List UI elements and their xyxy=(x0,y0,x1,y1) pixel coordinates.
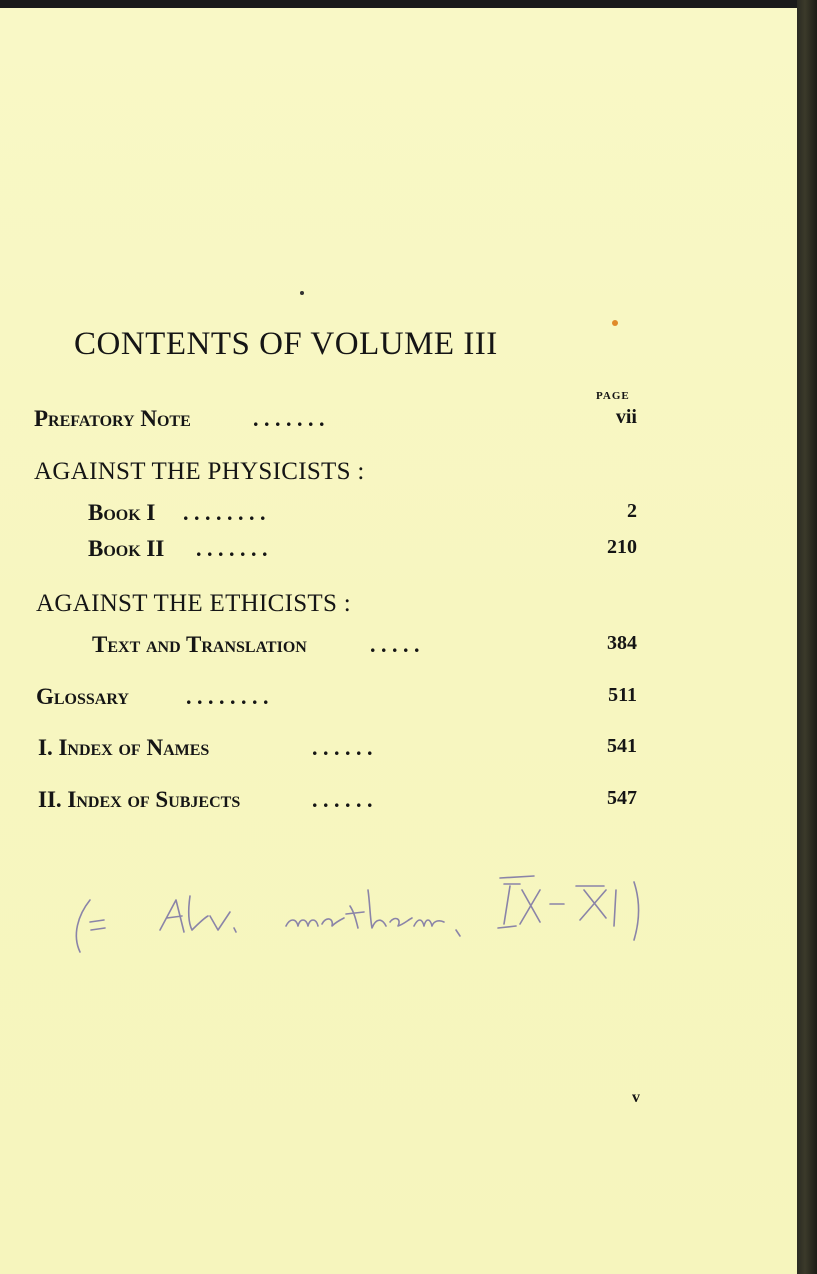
toc-entry-glossary[interactable] xyxy=(0,684,797,714)
toc-entry-page: 384 xyxy=(607,632,637,654)
toc-entry-index-of-names[interactable] xyxy=(0,735,797,765)
toc-entry-prefatory-note[interactable] xyxy=(0,406,797,436)
toc-entry-label: Book II xyxy=(88,536,165,561)
book-page xyxy=(0,8,797,1274)
book-spine-edge xyxy=(797,0,817,1274)
toc-entry-page: 547 xyxy=(607,787,637,809)
leader-dots: . . . . . . xyxy=(312,735,373,760)
leader-dots: . . . . . . . . xyxy=(186,684,269,709)
toc-entry-label: Book I xyxy=(88,500,156,525)
toc-entry-page: vii xyxy=(615,406,637,428)
contents-title: CONTENTS OF VOLUME III xyxy=(74,326,498,362)
toc-entry-page: 511 xyxy=(608,684,637,706)
toc-entry-label: II. Index of Subjects xyxy=(38,787,241,812)
leader-dots: . . . . . . xyxy=(312,787,373,812)
toc-entry-label: Prefatory Note xyxy=(34,406,191,431)
ink-speck xyxy=(300,291,304,295)
leader-dots: . . . . . . . xyxy=(253,406,325,431)
toc-entry-label: I. Index of Names xyxy=(38,735,210,760)
page-column-header: PAGE xyxy=(596,390,630,402)
toc-entry-page: 2 xyxy=(627,500,637,522)
section-heading-physicists: AGAINST THE PHYSICISTS : xyxy=(34,458,365,485)
leader-dots: . . . . . . . xyxy=(196,536,268,561)
handwritten-note xyxy=(64,860,664,960)
toc-entry-book-ii[interactable] xyxy=(0,536,797,566)
toc-entry-text-and-translation[interactable] xyxy=(0,632,797,662)
toc-entry-label: Glossary xyxy=(36,684,129,709)
toc-entry-book-i[interactable] xyxy=(0,500,797,530)
section-heading-ethicists: AGAINST THE ETHICISTS : xyxy=(36,590,352,617)
toc-entry-page: 210 xyxy=(607,536,637,558)
toc-entry-label: Text and Translation xyxy=(92,632,307,657)
folio-page-number: v xyxy=(632,1089,640,1106)
toc-entry-page: 541 xyxy=(607,735,637,757)
leader-dots: . . . . . xyxy=(370,632,420,657)
leader-dots: . . . . . . . . xyxy=(183,500,266,525)
toc-entry-index-of-subjects[interactable] xyxy=(0,787,797,817)
